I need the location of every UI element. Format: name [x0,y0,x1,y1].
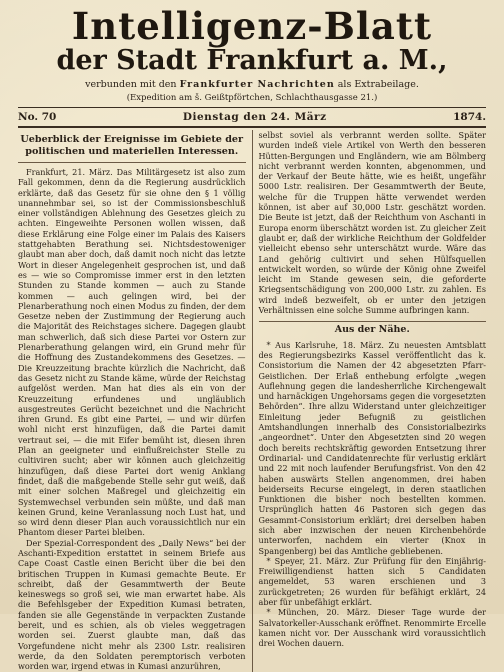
masthead-expedition: (Expedition am š. Geißtpförtchen, Schlachthausgasse 21.) [126,93,378,103]
issue-date: Dienstag den 24. März [182,111,327,123]
section-heading: Aus der Nähe. [259,321,487,335]
article-paragraph-continuation: selbst soviel als verbrannt werden sollte. Später wurden indeß viele Artikel von Werth den besseren Hütten-Bergungen und Engländern, wie am Bölmberg nicht verbrannt werden konnten, abgenommen, und der Verkauf der Beute hätte, wie es heißt, ungefähr 5000 Lstr. realisiren. Der Gesammtwerth der Beute, welche für die Truppen hätte verwendet werden können, ist aber auf 30,000 Lstr. geschätzt worden. Die Beute ist jetzt, daß der Reichthum von Aschanti in Europa enorm überschätzt worden ist. Zu gleicher Zeit glaubt er, daß der wirkliche Reichthum der Goldfelder vielleicht ebenso sehr unterschätzt wurde. Wäre das Land gehörig cultivirt und sehen Hülfsquellen entwickelt worden, so würde der König ohne Zweifel leicht im Stande gewesen sein, die geforderte Kriegsentschädigung von 200,000 Lstr. zu zahlen. Es wird indeß bezweifelt, ob er unter den jetzigen Verhältnissen eine solche Summe aufbringen kann. [258,130,486,316]
issue-bar [18,108,486,126]
right-column [253,130,487,672]
masthead-subtitle: der Stadt Frankfurt a. M., [56,45,448,76]
article-paragraph-aschanti: Der Spezial-Correspondent des „Daily News“ bei der Aschanti-Expedition erstattet in seinem Briefe aus Cape Coast Castle einen Bericht über die bei den britischen Truppen in Kumasi gemachte Beute. Er schreibt, daß der Gesammtwerth der Beute keineswegs so groß sei, wie man erwartet habe. Als die Befehlsgeber der Expedition Kumasi betraten, fanden sie alle Gegenstände in verpackten Zustande bereit, und es schien, als ob vieles weggetragen worden sei. Zuerst glaubte man, daß das Vorgefundene nicht mehr als 2300 Lstr. realisiren werde, da den Soldaten peremptorisch verboten worden war, irgend etwas in Kumasi anzurühren, [18,537,246,672]
news-item-muenchen: * München, 20. März. Dieser Tage wurde der Salvatorkeller-Ausschank eröffnet. Renommirte Ercelle kamen nicht vor. Der Ausschank wird voraussichtlich drei Wochen dauern. [258,607,486,649]
news-item-karlsruhe: * Aus Karlsruhe, 18. März. Zu neuesten Amtsblatt des Regierungsbezirks Kassel veröffentlicht das k. Consistorium die Namen der 42 abgesetzten Pfarr-Geistlichen. Der Erlaß enthebung erfolgte „wegen Auflehnung gegen die landesherrliche Kirchengewalt und harnäckigen Ungehorsams gegen die vorgesetzten Behörden“. Ihre allzu Widerstand unter gleichzeitiger Einleitung jeder Befugniß zu geistlichen Amtshandlungen innerhalb des Consistorialbezirks „angeordnet“. Unter den Abgesetzten sind 20 wegen doch bereits rechtskräftig geworden Entsetzung ihrer Ordinarial- und Candidatenrechte für verlustig erklärt und 22 mit noch laufender Berufungsfrist. Von den 42 haben auswärts Stellen angenommen, drei haben beiderseits Recurse eingelegt, in deren staatlichen Funktionen die bisher noch bestellten kommen. Ursprünglich hatten 46 Pastoren sich gegen das Gesammt-Consistorium erklärt; drei derselben haben sich aber inzwischen der neuen Kirchenbehörde unterworfen, nachdem ein vierter (Knox in Spangenberg) bei das Amtliche gebliebenen. [258,339,486,556]
masthead-title: Intelligenz-Blatt [71,4,433,48]
news-item-speyer: * Speyer, 21. März. Zur Prüfung für den Einjährig-Freiwilligendienst hatten sich 5 Candidaten angemeldet, 53 waren erschienen und 3 zurückgetreten; 26 wurden für befähigt erklärt, 24 aber für unbefähigt erklärt. [258,555,486,608]
issue-number: No. 70 [18,111,57,123]
affiliation-post: als Extrabeilage. [337,79,419,90]
left-column [18,130,253,672]
affiliation-pre: verbunden mit den [85,79,177,90]
issue-rule [18,126,486,128]
masthead-affiliation [18,79,486,91]
affiliation-paper: Frankfurter Nachrichten [179,79,335,90]
masthead [18,6,486,104]
issue-year: 1874. [453,111,486,123]
article-paragraph-frankfurt: Frankfurt, 21. März. Das Militärgesetz ist also zum Fall gekommen, denn da die Regierung ausdrücklich erklärte, daß das Gesetz für sie ohne den § 1 völlig unannehmbar sei, so ist der Commissionsbeschluß einer vollständigen Ablehnung des Gesetzes gleich zu achten. Eingeweihte Personen wollen wissen, daß diese Erklärung eine Folge einer im Palais des Kaisers stattgehabten Berathung sei. Nichtsdestoweniger glaubt man aber doch, daß damit noch nicht das letzte Wort in dieser Angelegenheit gesprochen ist, und daß es — wie so Compromisse immer erst in den letzten Stunden zu Stande kommen — auch zu Stande kommen — auch gelingen wird, bei der Plenarberathung noch einen Modus zu finden, der dem Gesetze neben der Zustimmung der Regierung auch die Majorität des Reichstages sichere. Dagegen glaubt man schwerlich, daß sich diese Partei vor Ostern zur Plenarberathung gelangen wird, ein Grund mehr für die Hoffnung des Zustandekommens des Gesetzes. — Die Kreuzzeitung brachte kürzlich die Nachricht, daß das Gesetz nicht zu Stande käme, würde der Reichstag aufgelöst werden. Man hat dies als ein von der Kreuzzeitung erfundenes und ungläublich ausgestreutes Gerücht bezeichnet und die Nachricht ihren Grund. Es gibt eine Partei, — und wir dürfen wohl nicht erst hinzufügen, daß die Partei damit vertraut sei, — die mit Eifer bemüht ist, diesen ihren Plan an geeigneter und einflußreichster Stelle zu cultiviren sucht; aber wir können auch gleichzeitig hinzufügen, daß diese Partei dort wenig Anklang findet, daß die maßgebende Stelle sehr gut weiß, daß mit einer solchen Maßregel und gleichzeitig ein Systemwechsel verbunden sein müßte, und daß man keinen Grund, keine Veranlassung noch Lust hat, und so wird denn dieser Plan auch voraussichtlich nur ein Phantom dieser Partei bleiben. [18,167,246,538]
article-headline: Ueberblick der Ereignisse im Gebiete der politischen und materiellen Interessen. [20,134,244,157]
headline-separator [18,162,246,163]
article-columns [18,130,486,672]
